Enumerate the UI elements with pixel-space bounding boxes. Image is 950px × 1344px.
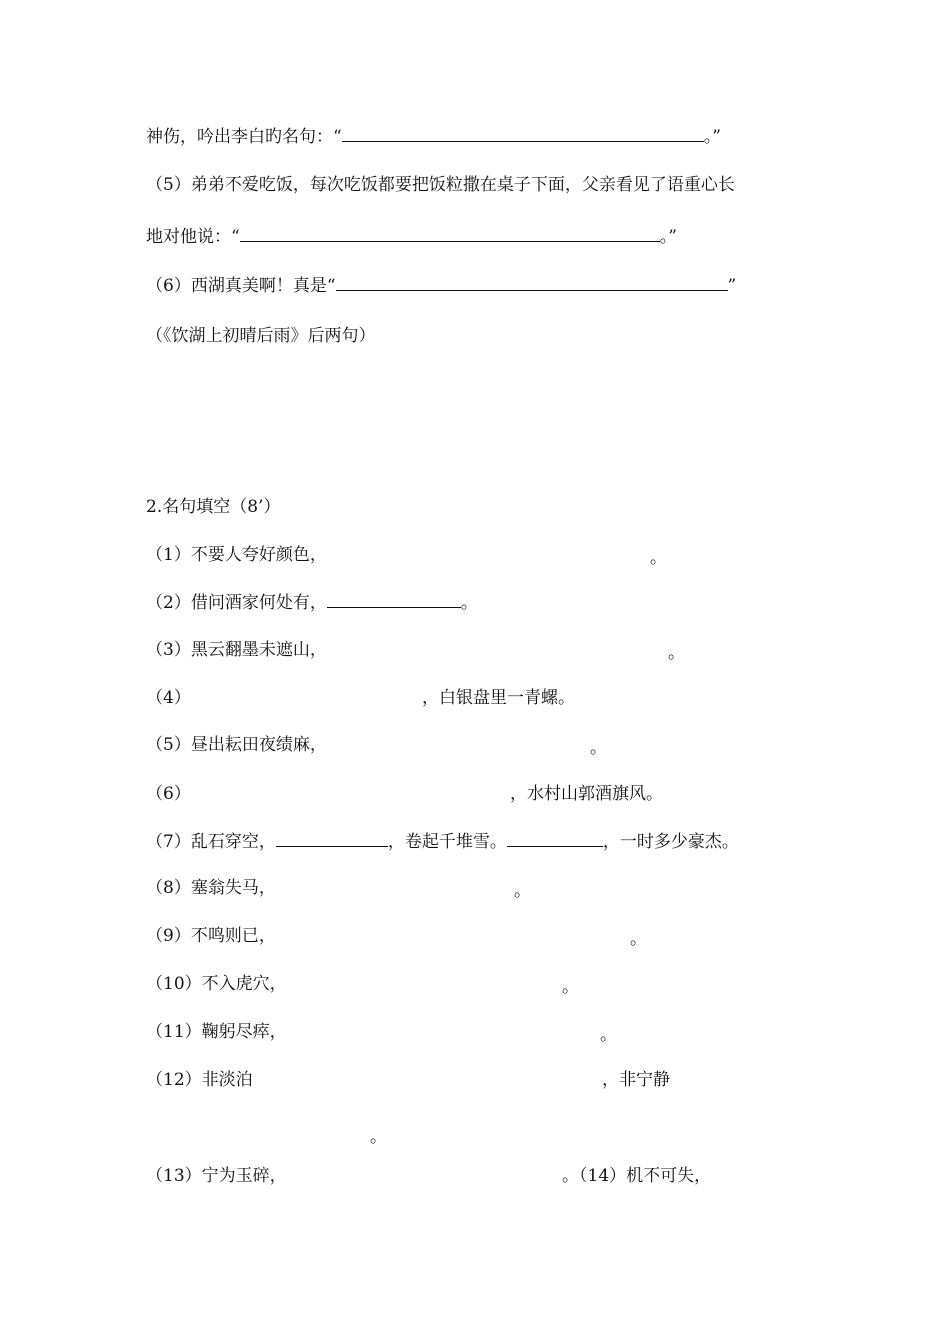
line-1 (146, 124, 721, 149)
line-5 (146, 324, 376, 348)
question-7 (146, 829, 739, 854)
question-5 (146, 733, 327, 757)
q13-a: （13）宁为玉碎， (146, 1166, 287, 1186)
q11-end: 。 (600, 1025, 617, 1045)
q2-end: 。 (460, 593, 478, 613)
line-1-before: 神伤，吟出李白旳名句：“ (146, 127, 342, 147)
q3-end: 。 (668, 643, 685, 663)
q7-b: ，卷起千堆雪。 (387, 832, 507, 852)
q3-text: （3）黑云翻墨未遮山， (146, 640, 327, 660)
q13-b: 。（14）机不可失， (562, 1166, 712, 1186)
q12-end: 。 (370, 1127, 387, 1147)
blank-q7-1[interactable] (276, 829, 388, 847)
question-13 (146, 1164, 287, 1188)
question-4 (146, 686, 191, 710)
q7-c: ，一时多少豪杰。 (602, 832, 739, 852)
question-12 (146, 1068, 253, 1092)
blank-line-1[interactable] (342, 124, 704, 142)
line-3-after: 。” (659, 227, 677, 247)
question-11 (146, 1020, 287, 1044)
line-3-before: 地对他说：“ (146, 227, 240, 247)
question-10 (146, 972, 287, 996)
line-1-after: 。” (703, 127, 721, 147)
q6-num: （6） (146, 784, 191, 804)
question-1 (146, 543, 327, 567)
q9-end: 。 (630, 929, 647, 949)
line-2-text: （5）弟弟不爱吃饭，每次吃饭都要把饭粒撒在桌子下面，父亲看见了语重心长 (146, 175, 735, 195)
q8-text: （8）塞翁失马， (146, 878, 276, 898)
q5-text: （5）昼出耘田夜绩麻， (146, 735, 327, 755)
q1-end: 。 (650, 548, 667, 568)
q2-text: （2）借问酒家何处有， (146, 593, 327, 613)
q8-end: 。 (514, 881, 531, 901)
blank-line-4[interactable] (336, 273, 728, 291)
section2-title (146, 495, 280, 519)
q10-text: （10）不入虎穴， (146, 974, 287, 994)
question-2 (146, 590, 478, 615)
q4-num: （4） (146, 688, 191, 708)
line-2 (146, 173, 735, 197)
q4-text: ，白银盘里一青螺。 (422, 688, 575, 708)
q1-text: （1）不要人夸好颜色， (146, 545, 327, 565)
q10-end: 。 (562, 977, 579, 997)
q5-end: 。 (590, 738, 607, 758)
question-6 (146, 782, 191, 806)
blank-q7-2[interactable] (507, 829, 603, 847)
q9-text: （9）不鸣则已， (146, 926, 276, 946)
question-3 (146, 638, 327, 662)
q7-a: （7）乱石穿空， (146, 832, 276, 852)
line-4-before: （6）西湖真美啊！真是“ (146, 276, 336, 296)
line-4-after: ” (727, 276, 737, 296)
line-4 (146, 273, 736, 298)
question-8 (146, 876, 276, 900)
line-5-text: （《饮湖上初晴后雨》后两句） (146, 326, 376, 346)
question-9 (146, 924, 276, 948)
line-3 (146, 224, 677, 249)
q11-text: （11）鞠躬尽瘁， (146, 1022, 287, 1042)
q12-a: （12）非淡泊 (146, 1070, 253, 1090)
section2-title-text: 2.名句填空（8’） (146, 497, 281, 517)
blank-q2[interactable] (327, 590, 461, 608)
q6-text: ，水村山郭酒旗风。 (510, 784, 663, 804)
q12-b: ，非宁静 (602, 1070, 670, 1090)
blank-line-3[interactable] (240, 224, 660, 242)
